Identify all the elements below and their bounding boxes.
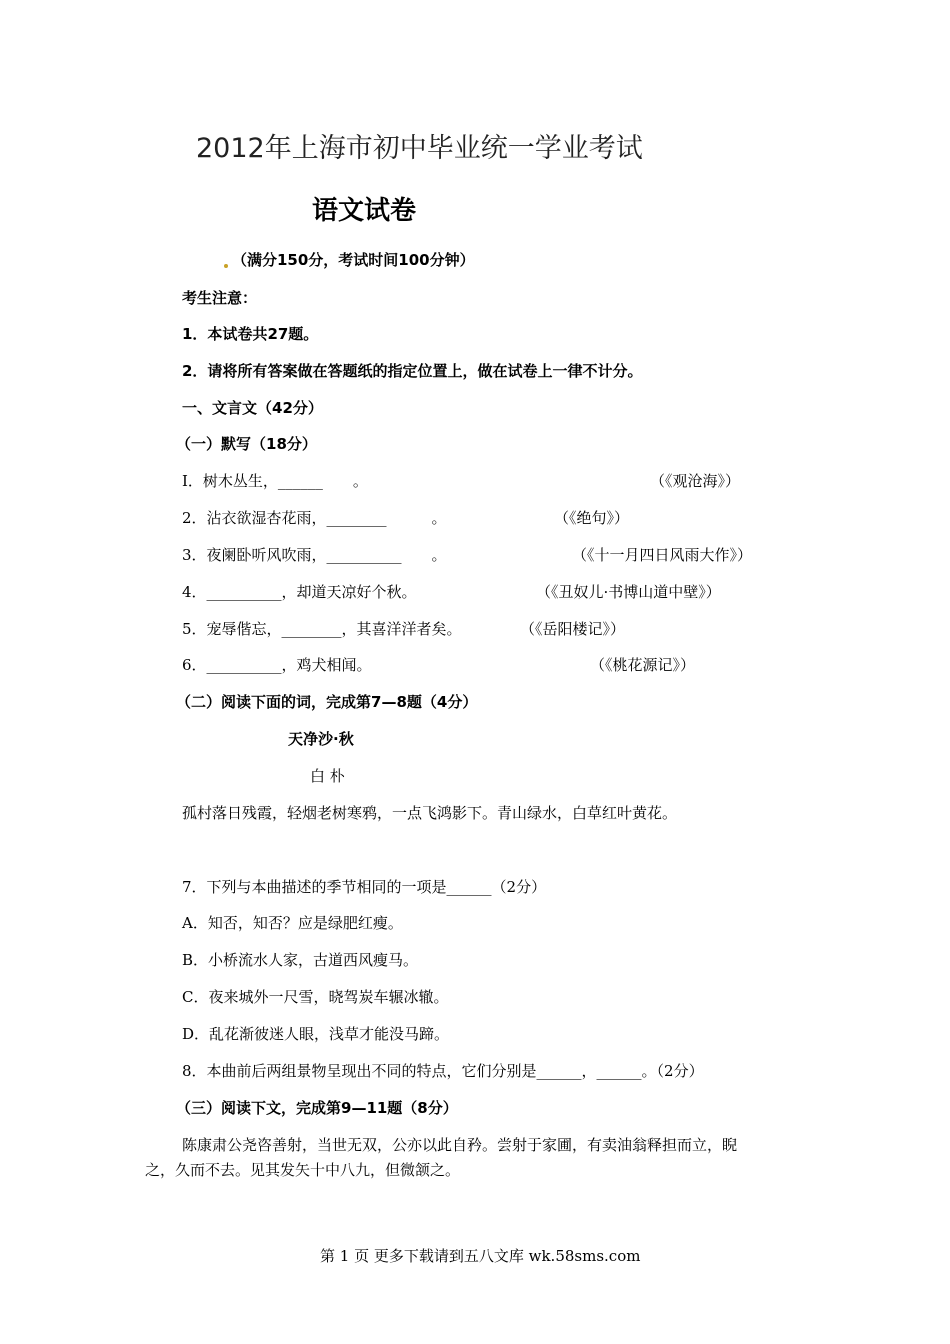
dictation-source: （《十一月四日风雨大作》） [572,546,753,564]
question-8: 8．本曲前后两组景物呈现出不同的特点，它们分别是______，______。（2分） [182,1062,704,1080]
notice-heading: 考生注意： [182,289,258,307]
dictation-source: （《岳阳楼记》） [520,620,626,638]
decorative-dot [224,264,228,268]
option-c: C．夜来城外一尺雪，晓驾炭车辗冰辙。 [182,988,449,1006]
part3-heading: （三）阅读下文，完成第9—11题（8分） [176,1099,458,1117]
dictation-source: （《丑奴儿·书博山道中壁》） [536,583,721,601]
section-heading: 一、文言文（42分） [182,399,323,417]
dictation-source: （《桃花源记》） [590,656,696,674]
dictation-item: 4．__________，却道天凉好个秋。 [182,583,417,601]
dictation-source: （《绝句》） [554,509,630,527]
notice-item: 1．本试卷共27题。 [182,325,319,343]
dictation-item: 5．宠辱偕忘，________，其喜洋洋者矣。 [182,620,462,638]
passage-line: 之，久而不去。见其发矢十中八九，但微颔之。 [145,1161,461,1179]
part2-heading: （二）阅读下面的词，完成第7—8题（4分） [176,693,478,711]
dictation-item: 3．夜阑卧听风吹雨，__________ 。 [182,546,447,564]
exam-title: 2012年上海市初中毕业统一学业考试 [196,133,643,164]
page-footer: 第 1 页 更多下载请到五八文库 wk.58sms.com [320,1247,641,1265]
notice-item: 2．请将所有答案做在答题纸的指定位置上，做在试卷上一律不计分。 [182,362,643,380]
dictation-source: （《观沧海》） [650,472,741,490]
poem-title: 天净沙·秋 [288,730,354,748]
exam-subtitle: 语文试卷 [312,196,417,226]
part1-heading: （一）默写（18分） [176,435,317,453]
dictation-item: 6．__________，鸡犬相闻。 [182,656,372,674]
question-7: 7．下列与本曲描述的季节相同的一项是______（2分） [182,878,547,896]
dictation-item: 2．沾衣欲湿杏花雨，________ 。 [182,509,447,527]
poem-text: 孤村落日残霞，轻烟老树寒鸦，一点飞鸿影下。青山绿水，白草红叶黄花。 [182,804,678,822]
option-a: A．知否，知否？应是绿肥红瘦。 [182,914,403,932]
option-b: B．小桥流水人家，古道西风瘦马。 [182,951,419,969]
option-d: D．乱花渐彼迷人眼，浅草才能没马蹄。 [182,1025,450,1043]
passage-line: 陈康肃公尧咨善射，当世无双，公亦以此自矜。尝射于家圃，有卖油翁释担而立，睨 [182,1136,738,1154]
poem-author: 白 朴 [310,767,345,785]
score-info: （满分150分，考试时间100分钟） [232,251,475,269]
dictation-item: I．树木丛生，______ 。 [182,472,368,490]
